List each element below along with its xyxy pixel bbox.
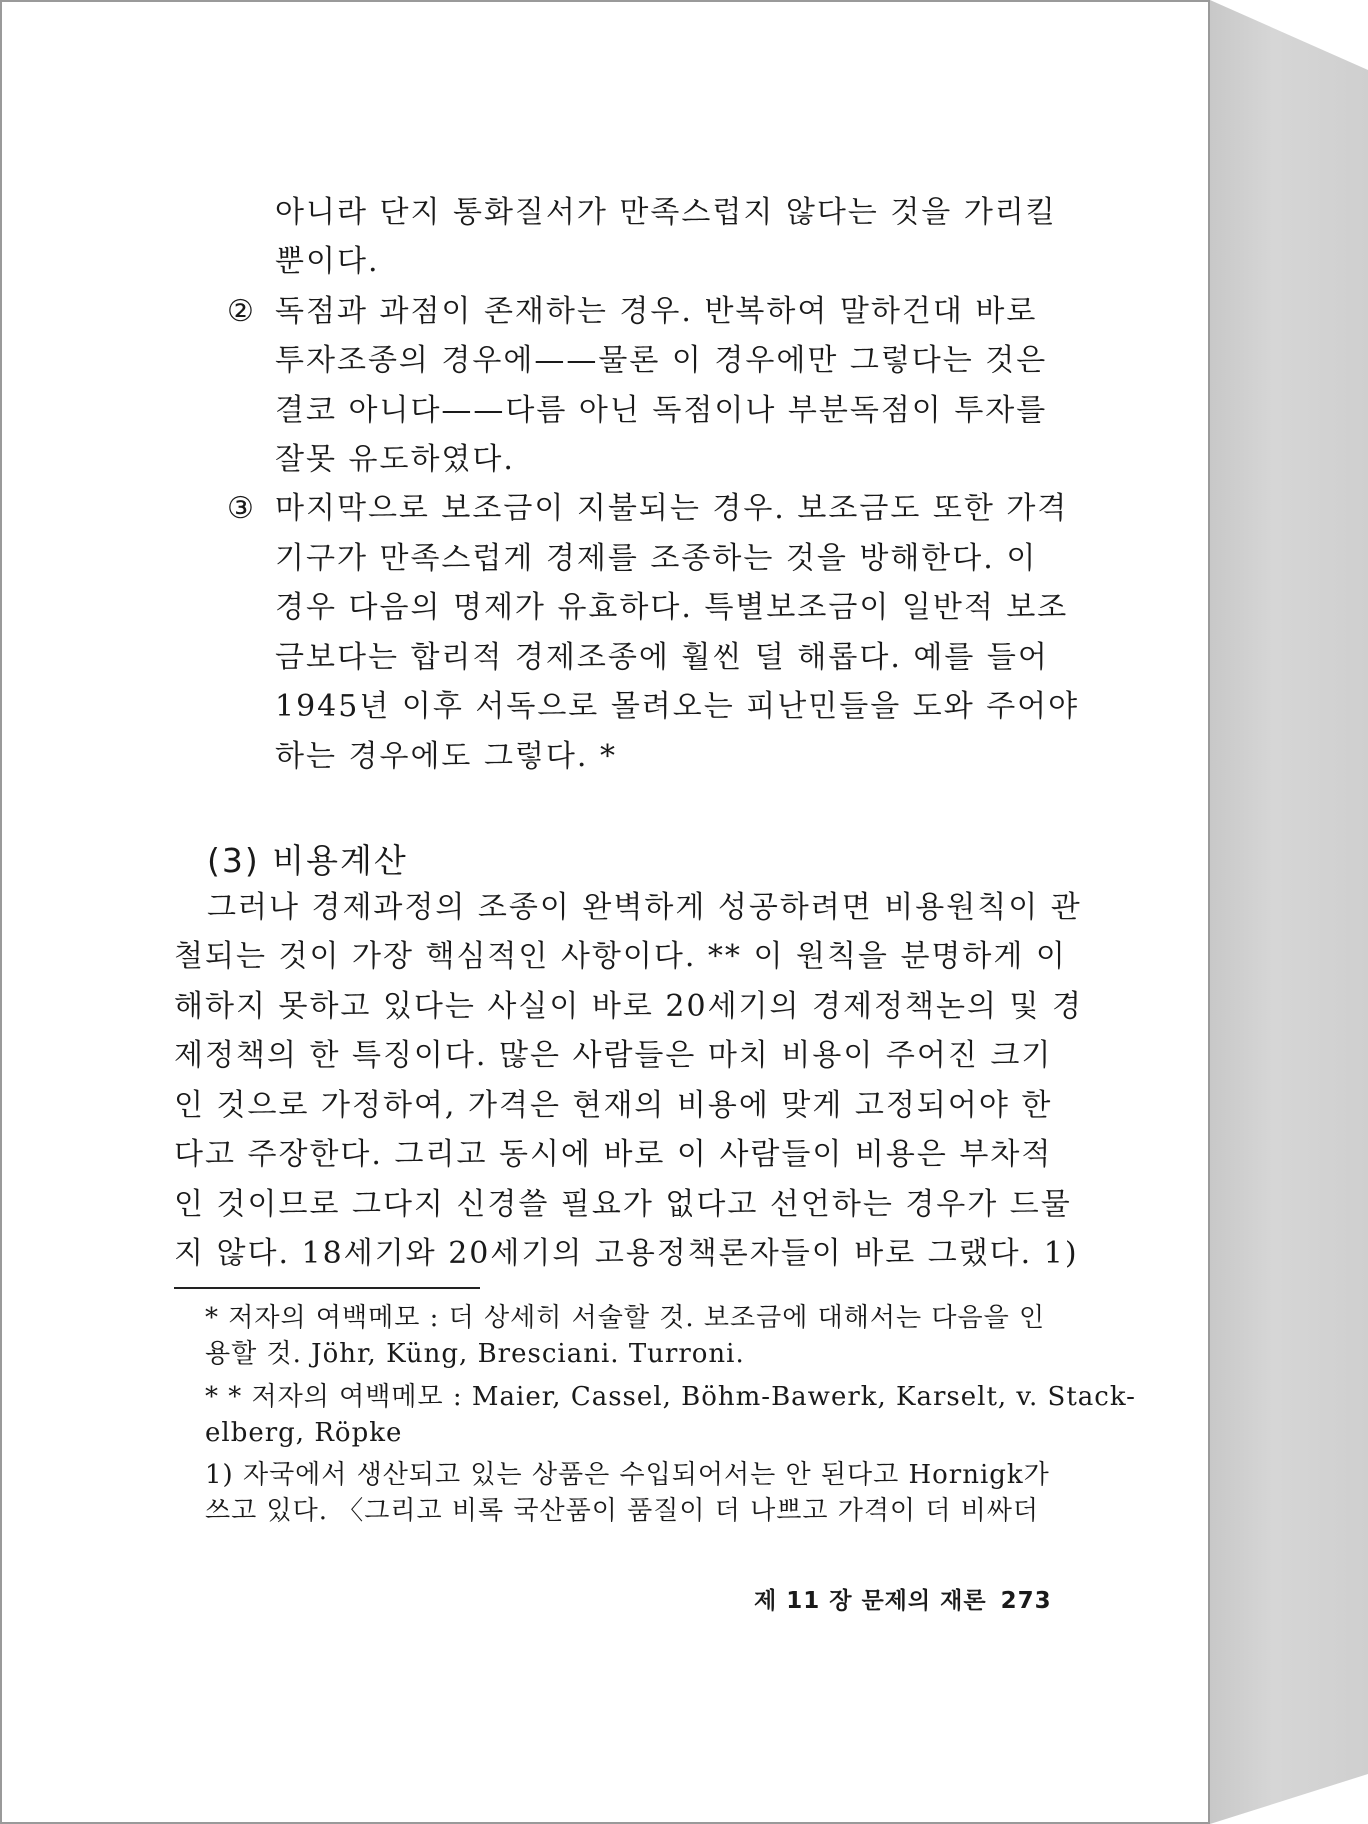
body-line: 철되는 것이 가장 핵심적인 사항이다. ** 이 원칙을 분명하게 이 [174, 939, 1067, 974]
item-line: 결코 아니다——다름 아닌 독점이나 부분독점이 투자를 [275, 393, 1048, 428]
item-line: 금보다는 합리적 경제조종에 훨씬 덜 해롭다. 예를 들어 [275, 640, 1049, 675]
item-line: 마지막으로 보조금이 지불되는 경우. 보조금도 또한 가격 [275, 491, 1069, 526]
continuation-line: 뿐이다. [275, 244, 380, 279]
item-line: 독점과 과점이 존재하는 경우. 반복하여 말하건대 바로 [275, 294, 1038, 329]
section-heading: (3) 비용계산 [207, 841, 408, 880]
body-line: 인 것으로 가정하여, 가격은 현재의 비용에 맞게 고정되어야 한 [174, 1088, 1053, 1123]
footnote-line: * * 저자의 여백메모 : Maier, Cassel, Böhm-Bawerk, Karselt, v. Stack- [205, 1382, 1136, 1412]
book-side-edge [1210, 0, 1368, 1824]
footnote-line: * 저자의 여백메모 : 더 상세히 서술할 것. 보조금에 대해서는 다음을 인 [205, 1303, 1046, 1333]
footnote-line: 1) 자국에서 생산되고 있는 상품은 수입되어서는 안 된다고 Hornigk가 [205, 1460, 1050, 1490]
body-line: 제정책의 한 특징이다. 많은 사람들은 마치 비용이 주어진 크기 [174, 1038, 1053, 1073]
footnote-line: 쓰고 있다. 〈그리고 비록 국산품이 품질이 더 나쁘고 가격이 더 비싸더 [205, 1496, 1040, 1526]
body-line: 해하지 못하고 있다는 사실이 바로 20세기의 경제정책논의 및 경 [174, 989, 1083, 1024]
footnote-line: elberg, Röpke [205, 1418, 403, 1448]
chapter-title: 제 11 장 문제의 재론 [754, 1588, 987, 1614]
item-line: 하는 경우에도 그렇다. * [275, 739, 617, 774]
page-footer [754, 1582, 1052, 1615]
body-line: 지 않다. 18세기와 20세기의 고용정책론자들이 바로 그랬다. 1) [174, 1236, 1079, 1271]
footnote-rule [174, 1287, 480, 1289]
item-marker-2: ② [227, 294, 256, 329]
continuation-line: 아니라 단지 통화질서가 만족스럽지 않다는 것을 가리킬 [275, 195, 1057, 230]
item-marker-3: ③ [227, 491, 256, 526]
item-line: 1945년 이후 서독으로 몰려오는 피난민들을 도와 주어야 [275, 689, 1080, 724]
page-number: 273 [1000, 1588, 1052, 1614]
body-line: 다고 주장한다. 그리고 동시에 바로 이 사람들이 비용은 부차적 [174, 1137, 1053, 1172]
item-line: 경우 다음의 명제가 유효하다. 특별보조금이 일반적 보조 [275, 590, 1069, 625]
item-line: 기구가 만족스럽게 경제를 조종하는 것을 방해한다. 이 [275, 541, 1038, 576]
footnote-line: 용할 것. Jöhr, Küng, Bresciani. Turroni. [205, 1339, 745, 1369]
body-line: 인 것이므로 그다지 신경쓸 필요가 없다고 선언하는 경우가 드물 [174, 1187, 1072, 1222]
body-line: 그러나 경제과정의 조종이 완벽하게 성공하려면 비용원칙이 관 [207, 890, 1082, 925]
item-line: 잘못 유도하였다. [275, 442, 515, 477]
item-line: 투자조종의 경우에——물론 이 경우에만 그렇다는 것은 [275, 343, 1048, 378]
